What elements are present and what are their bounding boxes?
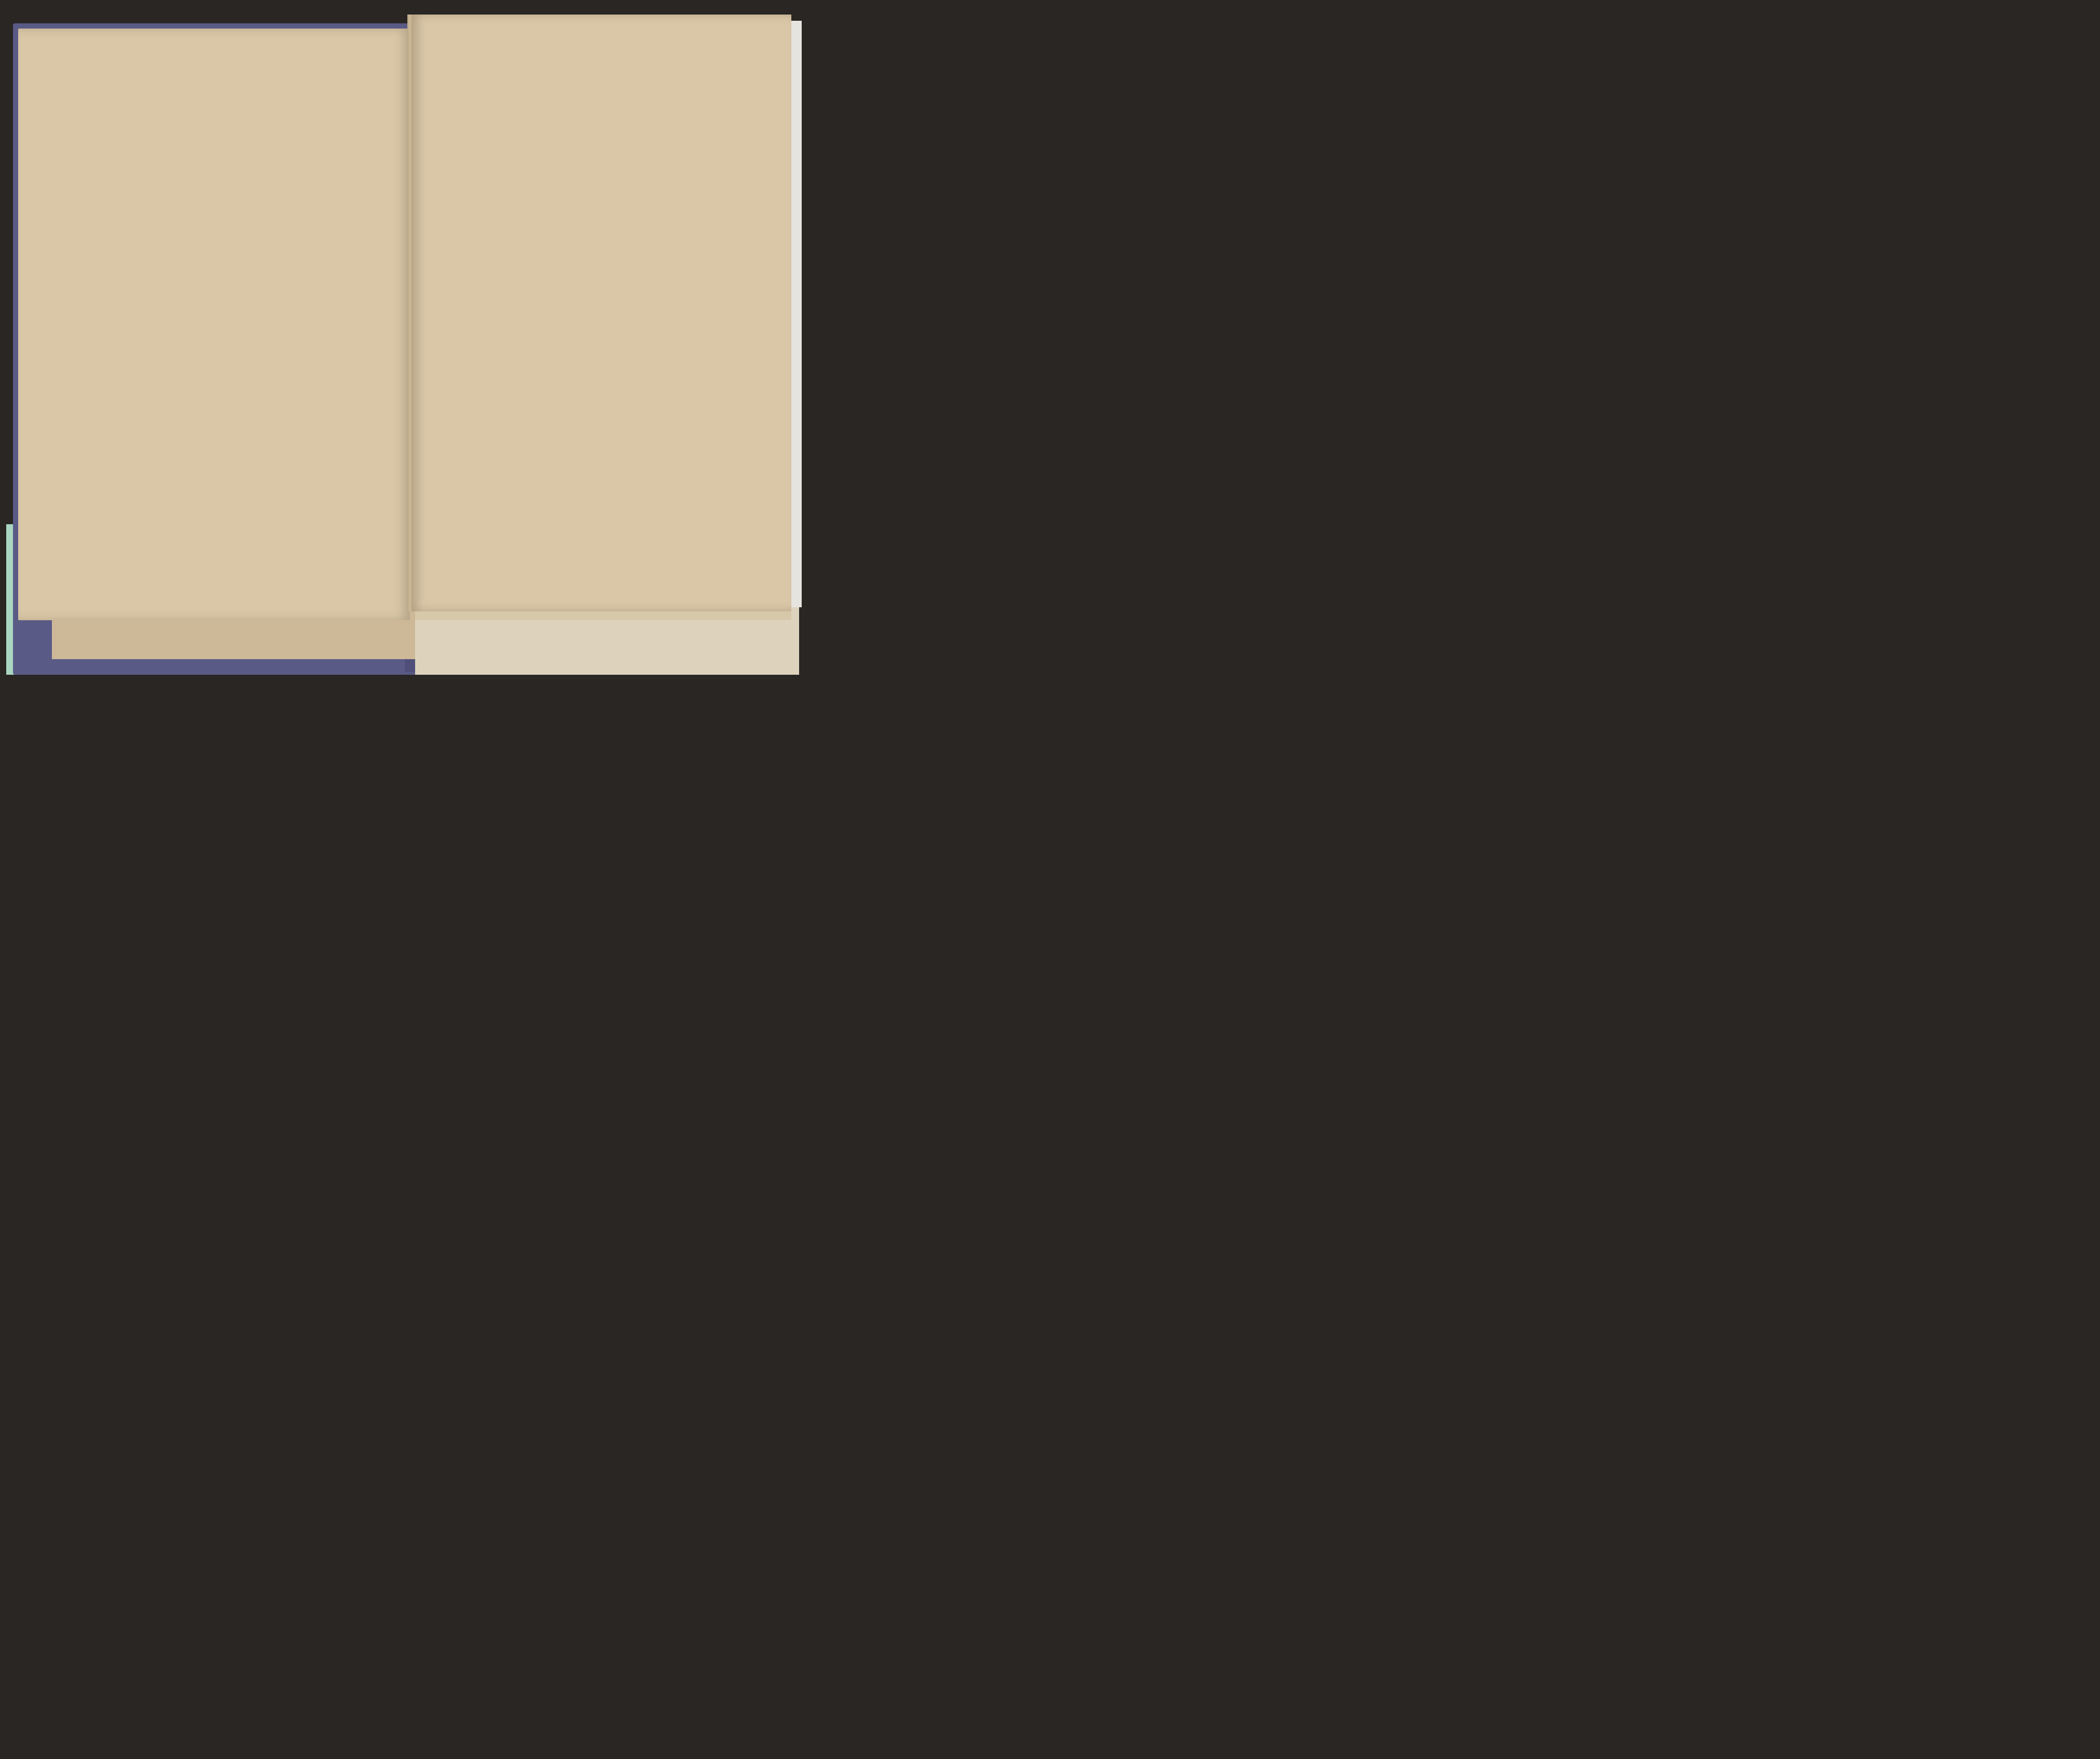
left-page: [18, 29, 410, 620]
right-page: [410, 15, 791, 611]
page-edge-strip: [791, 21, 802, 607]
book-spine: [407, 15, 413, 611]
